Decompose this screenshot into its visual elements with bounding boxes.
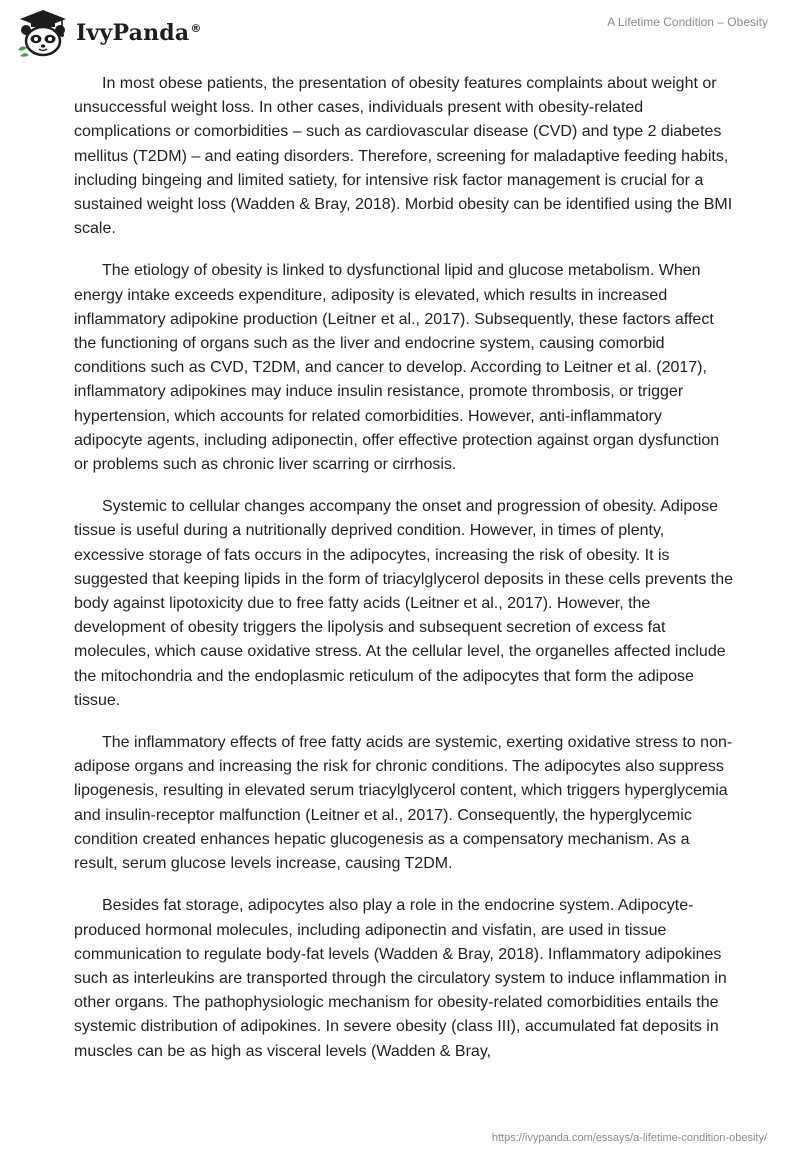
source-url[interactable]: https://ivypanda.com/essays/a-lifetime-condition-obesity/ [491,1132,767,1144]
document-title: A Lifetime Condition – Obesity [607,15,768,29]
paragraph-1: In most obese patients, the presentation of obesity features complaints about weight or unsuccessful weight loss. In other cases, individuals present with obesity-related complications or comorbidities – such as cardiovascular disease (CVD) and type 2 diabetes mellitus (T2DM) – and eating disorders. Therefore, screening for maladaptive feeding habits, including bingeing and limited satiety, for intensive risk factor management is crucial for a sustained weight loss (Wadden & Bray, 2018). Morbid obesity can be identified using the BMI scale. [74,75,733,238]
paragraph-4: The inflammatory effects of free fatty acids are systemic, exerting oxidative stress to non-adipose organs and increasing the risk for chronic conditions. The adipocytes also suppress lipogenesis, resulting in elevated serum triacylglycerol content, which triggers hyperglycemia and insulin-receptor malfunction (Leitner et al., 2017). Consequently, the hyperglycemic condition created enhances hepatic glucogenesis as a compensatory mechanism. As a result, serum glucose levels increase, causing T2DM. [74,734,733,873]
paragraph-5: Besides fat storage, adipocytes also play a role in the endocrine system. Adipocyte-produced hormonal molecules, including adiponectin and visfatin, are used in tissue communication to regulate body-fat levels (Wadden & Bray, 2018). Inflammatory adipokines such as interleukins are transported through the circulatory system to induce inflammation in other organs. The pathophysiologic mechanism for obesity-related comorbidities entails the systemic distribution of adipokines. In severe obesity (class III), accumulated fat deposits in muscles can be as high as visceral levels (Wadden & Bray, [74,897,727,1060]
paragraph-2: The etiology of obesity is linked to dysfunctional lipid and glucose metabolism. When energy intake exceeds expenditure, adiposity is elevated, which results in increased inflammatory adipokine production (Leitner et al., 2017). Subsequently, these factors affect the functioning of organs such as the liver and endocrine system, causing comorbid conditions such as CVD, T2DM, and cancer to develop. According to Leitner et al. (2017), inflammatory adipokines may induce insulin resistance, promote thrombosis, or trigger hypertension, which accounts for related comorbidities. However, anti-inflammatory adipocyte agents, including adiponectin, offer effective protection against organ dysfunction or problems such as chronic liver scarring or cirrhosis. [74,262,720,474]
panda-graduate-icon [14,8,72,58]
essay-body [74,72,734,1082]
page-header [0,0,800,70]
ivypanda-logo[interactable] [14,8,202,58]
paragraph-3: Systemic to cellular changes accompany the onset and progression of obesity. Adipose tissue is useful during a nutritionally deprived condition. However, in times of plenty, excessive storage of fats occurs in the adipocytes, increasing the risk of obesity. It is suggested that keeping lipids in the form of triacylglycerol deposits in these cells prevents the body against lipotoxicity due to free fatty acids (Leitner et al., 2017). However, the development of obesity triggers the lipolysis and subsequent secretion of excess fat molecules, which cause oxidative stress. At the cellular level, the organelles affected include the mitochondria and the endoplasmic reticulum of the adipocytes that form the adipose tissue. [74,498,734,709]
logo-wordmark: IvyPanda® [76,20,202,46]
